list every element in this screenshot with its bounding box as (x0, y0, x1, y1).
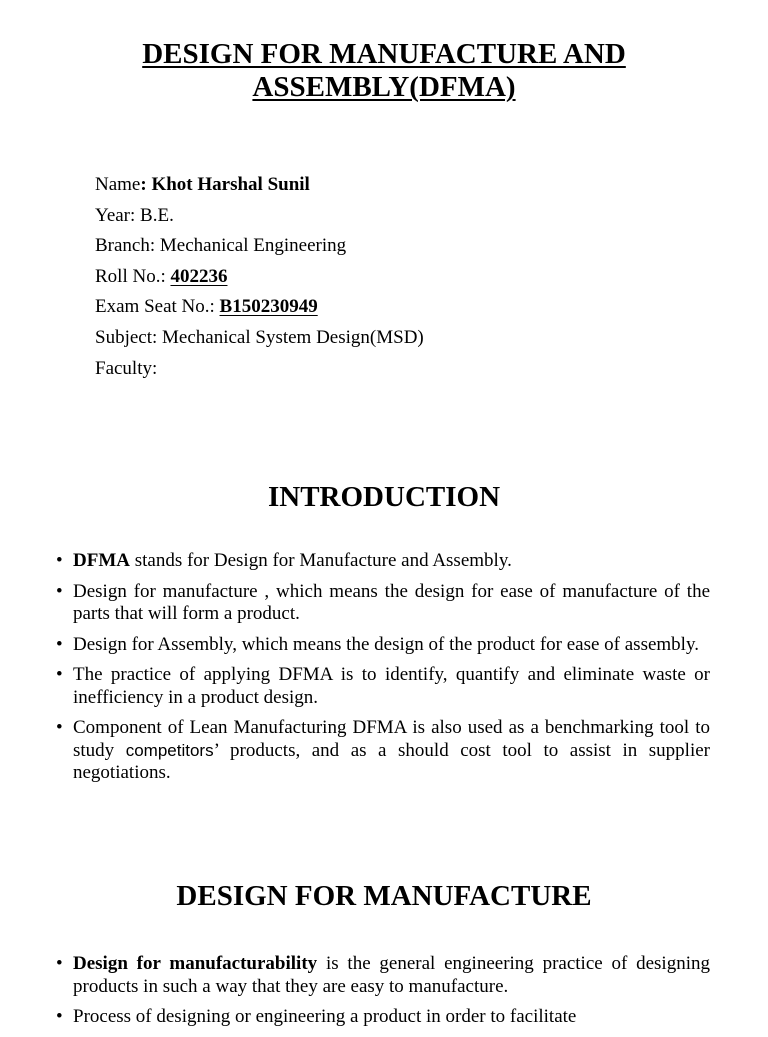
info-year: Year: B.E. (95, 204, 174, 226)
bullet-text: Design for Assembly, which means the design of the product for ease of assembly. (73, 633, 699, 655)
bullet-dot: • (56, 953, 63, 974)
document-title (60, 38, 708, 104)
info-seat (95, 292, 424, 323)
bullet-text: The practice of applying DFMA is to identify, quantify and eliminate waste or inefficiency in a product design. (73, 664, 710, 708)
bullet-text: stands for Design for Manufacture and Assembly. (129, 550, 512, 571)
info-branch: Branch: Mechanical Engineering (95, 235, 347, 257)
bullet-text: is the general engineering practice of designing products in such a way that they are easy to manufacture. (73, 953, 710, 997)
info-faculty: Faculty: (95, 357, 158, 379)
list-item (56, 634, 710, 657)
list-item (56, 1006, 710, 1029)
seat-value: B150230949 (219, 296, 318, 318)
title-line-2: ASSEMBLY(DFMA) (252, 71, 516, 103)
list-item (56, 717, 710, 785)
bullet-dot: • (56, 580, 63, 602)
bullet-text: ’ products, and as a should cost tool to assist in supplier negotiations. (73, 739, 710, 783)
seat-label: Exam Seat No.: (95, 296, 220, 318)
bullet-text: Process of designing or engineering a product in order to facilitate (73, 1006, 577, 1027)
introduction-list (56, 550, 710, 793)
design-for-manufacture-heading: DESIGN FOR MANUFACTURE (176, 880, 592, 912)
bullet-text: Design for manufacture , which means the design for ease of manufacture of the parts that will form a product. (73, 580, 710, 624)
bullet-dot: • (56, 664, 63, 685)
roll-value: 402236 (170, 265, 228, 287)
student-info (95, 170, 424, 384)
name-value: : Khot Harshal Sunil (140, 174, 310, 195)
title-line-1: DESIGN FOR MANUFACTURE AND (142, 38, 626, 70)
bullet-dot: • (56, 633, 63, 655)
info-roll (95, 262, 424, 293)
bullet-dot: • (56, 717, 63, 738)
bullet-dot: • (56, 550, 63, 571)
info-name (95, 170, 424, 201)
list-item (56, 550, 710, 573)
list-item (56, 953, 710, 998)
bullet-text-sans: competitors (125, 740, 214, 760)
bullet-bold: DFMA (73, 550, 130, 571)
name-label: Name (95, 174, 141, 195)
roll-label: Roll No.: (95, 265, 171, 287)
list-item (56, 664, 710, 709)
bullet-dot: • (56, 1006, 63, 1027)
introduction-heading: INTRODUCTION (267, 481, 501, 513)
info-subject: Subject: Mechanical System Design(MSD) (95, 326, 424, 348)
bullet-text: Component of Lean Manufacturing DFMA is also used as a benchmarking tool to study (73, 717, 710, 761)
bullet-bold: Design for manufacturability (73, 953, 318, 974)
list-item (56, 581, 710, 626)
